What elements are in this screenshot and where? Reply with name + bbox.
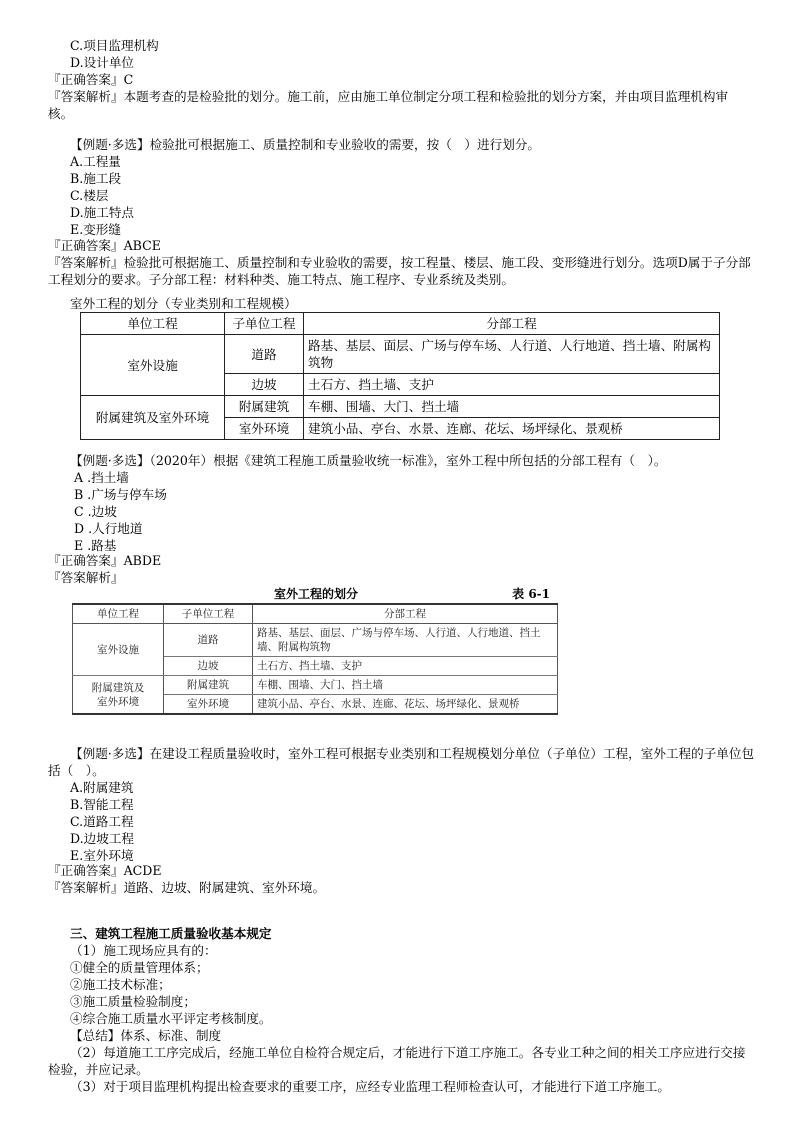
answer-analysis: 『答案解析』道路、边坡、附属建筑、室外环境。 [48,880,326,895]
option-a: A.工程量 [70,154,121,169]
subunit-cell: 边坡 [225,374,304,396]
scanned-table [72,603,558,715]
option-d: D.设计单位 [70,55,135,70]
option-a: A.附属建筑 [70,780,134,795]
list-item: ①健全的质量管理体系； [70,960,209,975]
table-header-row [73,604,558,624]
parts-cell: 车棚、围墙、大门、挡土墙 [253,676,558,695]
option-c: C.楼层 [70,188,109,203]
parts-cell: 建筑小品、亭台、水景、连廊、花坛、场坪绿化、景观桥 [253,695,558,715]
list-item: ③施工质量检验制度； [70,994,196,1009]
table-header-row [81,313,720,335]
unit-cell [73,676,164,715]
subunit-cell: 室外环境 [164,695,253,715]
subunit-cell: 道路 [225,335,304,374]
option-e: E.室外环境 [70,848,134,863]
option-e: E.变形缝 [70,222,121,237]
header-subunit: 子单位工程 [225,313,304,335]
option-c: C.项目监理机构 [70,38,159,53]
header-parts: 分部工程 [253,604,558,624]
parts-cell: 路基、基层、面层、广场与停车场、人行道、人行地道、挡土墙、附属构筑物 [253,624,558,657]
option-c: C .边坡 [74,504,117,519]
question-stem: 【例题·多选】在建设工程质量验收时，室外工程可根据专业类别和工程规模划分单位（子单位）工程，室外工程的子单位包括（ ）。 [48,746,755,778]
parts-cell: 建筑小品、亭台、水景、连廊、花坛、场坪绿化、景观桥 [304,418,720,440]
table-row [81,396,720,418]
subunit-cell: 室外环境 [225,418,304,440]
paragraph-1: （1）施工现场应具有的： [70,943,217,958]
unit-line-2: 室外环境 [97,695,139,708]
parts-cell: 土石方、挡土墙、支护 [253,657,558,676]
scanned-table-title: 室外工程的划分 [273,587,358,601]
list-item: ④综合施工质量水平评定考核制度。 [70,1011,272,1026]
table-row [81,335,720,374]
table-row [73,676,558,695]
division-table [80,312,720,440]
answer-analysis: 『答案解析』检验批可根据施工、质量控制和专业验收的需要，按工程量、楼层、施工段、变形缝进行划分。选项D属于子分部工程划分的要求。子分部工程：材料种类、施工特点、施工程序、专业系统及类别。 [48,255,751,287]
header-unit: 单位工程 [81,313,225,335]
option-e: E .路基 [74,538,117,553]
parts-cell: 土石方、挡土墙、支护 [304,374,720,396]
correct-answer: 『正确答案』ACDE [48,863,162,878]
parts-cell: 路基、基层、面层、广场与停车场、人行道、人行地道、挡土墙、附属构筑物 [304,335,720,374]
option-d: D .人行地道 [74,521,143,536]
scanned-table-number: 表 6-1 [512,587,550,601]
header-parts: 分部工程 [304,313,720,335]
question-stem: 【例题·多选】（2020年）根据《建筑工程施工质量验收统一标准》，室外工程中所包括的分部工程有（ ）。 [70,453,667,468]
unit-cell: 室外设施 [81,335,225,396]
option-d: D.施工特点 [70,205,135,220]
header-subunit: 子单位工程 [164,604,253,624]
table-row [73,624,558,657]
subunit-cell: 边坡 [164,657,253,676]
paragraph-2: （2）每道施工工序完成后，经施工单位自检符合规定后，才能进行下道工序施工。各专业工种之间的相关工序应进行交接检验，并应记录。 [48,1045,746,1077]
section-heading: 三、建筑工程施工质量验收基本规定 [70,926,272,941]
header-unit: 单位工程 [73,604,164,624]
subunit-cell: 道路 [164,624,253,657]
correct-answer: 『正确答案』ABCE [48,238,161,253]
answer-analysis-label: 『答案解析』 [48,570,124,585]
option-d: D.边坡工程 [70,831,135,846]
scanned-table-image [72,585,560,720]
correct-answer: 『正确答案』ABDE [48,553,162,568]
subunit-cell: 附属建筑 [164,676,253,695]
parts-cell: 车棚、围墙、大门、挡土墙 [304,396,720,418]
answer-analysis: 『答案解析』本题考查的是检验批的划分。施工前，应由施工单位制定分项工程和检验批的划分方案，并由项目监理机构审核。 [48,89,729,121]
option-b: B .广场与停车场 [74,487,167,502]
option-c: C.道路工程 [70,814,134,829]
question-stem: 【例题·多选】检验批可根据施工、质量控制和专业验收的需要，按（ ）进行划分。 [70,137,540,152]
unit-cell: 室外设施 [73,624,164,676]
unit-cell: 附属建筑及室外环境 [81,396,225,440]
subunit-cell: 附属建筑 [225,396,304,418]
option-a: A .挡土墙 [74,470,129,485]
correct-answer: 『正确答案』C [48,72,134,87]
list-item: ②施工技术标准； [70,977,171,992]
paragraph-3: （3）对于项目监理机构提出检查要求的重要工序，应经专业监理工程师检查认可，才能进行下道工序施工。 [70,1079,670,1094]
unit-line-1: 附属建筑及 [91,681,145,694]
option-b: B.施工段 [70,171,122,186]
summary: 【总结】体系、标准、制度 [70,1028,222,1043]
table-caption: 室外工程的划分（专业类别和工程规模） [70,296,297,311]
option-b: B.智能工程 [70,797,134,812]
